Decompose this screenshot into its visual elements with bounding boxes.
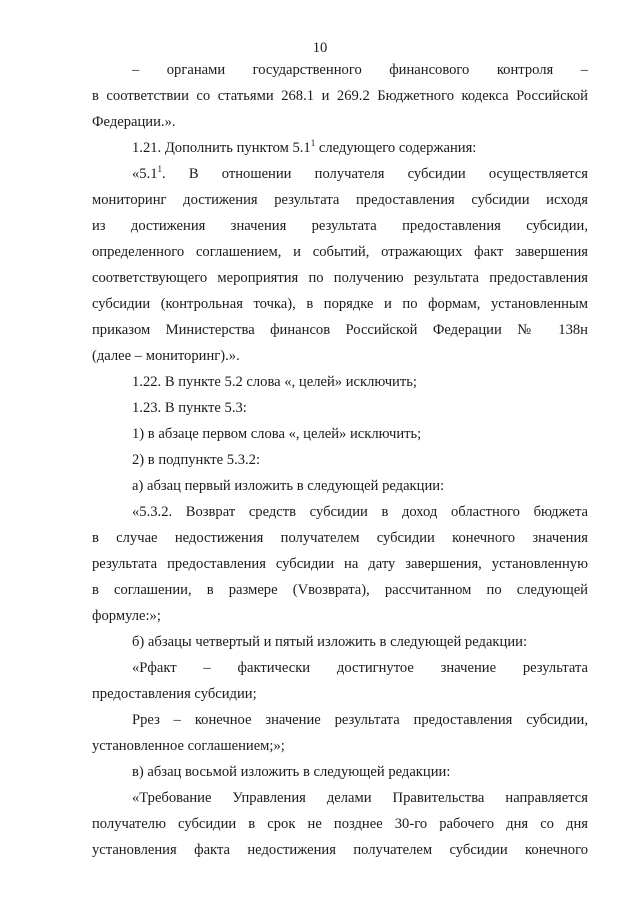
text-line: 1.22. В пункте 5.2 слова «, целей» исключить; xyxy=(132,374,417,390)
text-line: получателю субсидии в срок не позднее 30-го рабочего дня со дня xyxy=(92,816,588,832)
text-line: б) абзацы четвертый и пятый изложить в следующей редакции: xyxy=(132,634,527,650)
superscript: 1 xyxy=(310,138,316,148)
text-line: результата предоставления субсидии на дату завершения, установленную xyxy=(92,556,588,572)
text-line: 1) в абзаце первом слова «, целей» исключить; xyxy=(132,426,422,442)
text-line: «Рфакт – фактически достигнутое значение результата xyxy=(132,660,588,676)
text-line: – органами государственного финансового контроля – xyxy=(132,62,588,78)
text-line: Федерации.». xyxy=(92,114,176,130)
text-line: (далее – мониторинг).». xyxy=(92,348,240,364)
text-line: в) абзац восьмой изложить в следующей редакции: xyxy=(132,764,451,780)
text-line: в соответствии со статьями 268.1 и 269.2 Бюджетного кодекса Российской xyxy=(92,88,588,104)
text-line: мониторинг достижения результата предоставления субсидии исходя xyxy=(92,192,588,208)
text-fragment: «5.1 xyxy=(132,166,158,182)
text-line: Ррез – конечное значение результата предоставления субсидии, xyxy=(132,712,588,728)
text-line xyxy=(132,161,588,187)
superscript: 1 xyxy=(157,164,163,174)
text-line: формуле:»; xyxy=(92,608,161,624)
text-line: соответствующего мероприятия по получению результата предоставления xyxy=(92,270,588,286)
text-fragment: . В отношении получателя субсидии осуществляется xyxy=(162,166,588,182)
text-fragment: следующего содержания: xyxy=(315,140,477,156)
text-line: субсидии (контрольная точка), в порядке и по формам, установленным xyxy=(92,296,588,312)
text-line: 1.23. В пункте 5.3: xyxy=(132,400,247,416)
text-line: предоставления субсидии; xyxy=(92,686,257,702)
text-line: установленное соглашением;»; xyxy=(92,738,285,754)
text-line xyxy=(132,135,588,161)
text-line: приказом Министерства финансов Российской Федерации № 138н xyxy=(92,322,588,338)
text-line: из достижения значения результата предоставления субсидии, xyxy=(92,218,588,234)
text-line: «Требование Управления делами Правительства направляется xyxy=(132,790,588,806)
page-number: 10 xyxy=(312,40,328,56)
text-line: а) абзац первый изложить в следующей редакции: xyxy=(132,478,445,494)
text-line: в соглашении, в размере (Vвозврата), рассчитанном по следующей xyxy=(92,582,588,598)
text-line: определенного соглашением, и событий, отражающих факт завершения xyxy=(92,244,588,260)
text-line: установления факта недостижения получателем субсидии конечного xyxy=(92,842,588,858)
text-line: в случае недостижения получателем субсидии конечного значения xyxy=(92,530,588,546)
text-line: «5.3.2. Возврат средств субсидии в доход областного бюджета xyxy=(132,504,588,520)
text-fragment: 1.21. Дополнить пунктом 5.1 xyxy=(132,140,311,156)
text-line: 2) в подпункте 5.3.2: xyxy=(132,452,261,468)
